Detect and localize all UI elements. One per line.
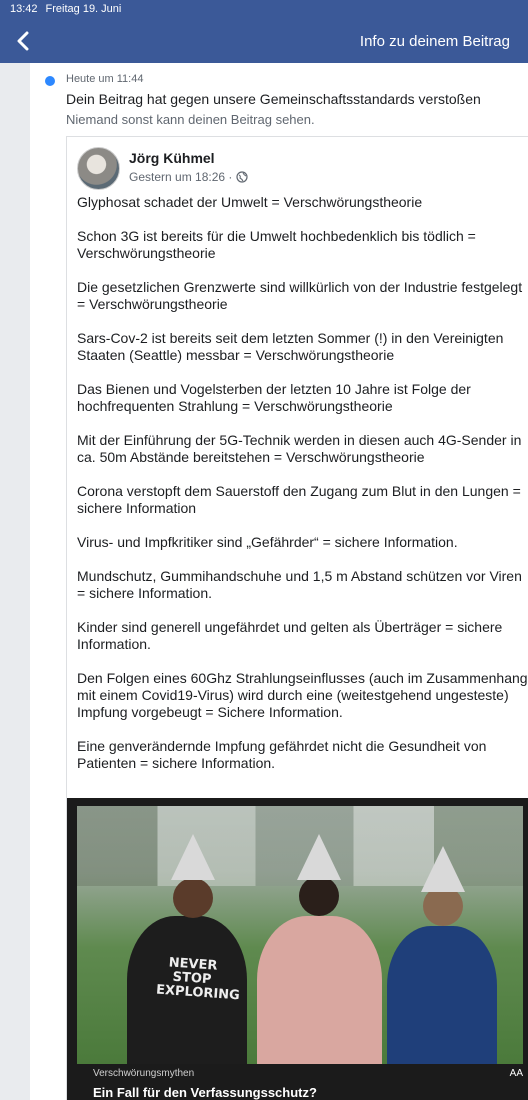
unread-indicator <box>45 76 55 86</box>
post-timestamp: Gestern um 18:26 · <box>129 170 233 184</box>
post-body <box>77 194 528 789</box>
post-meta <box>129 170 248 184</box>
link-preview[interactable] <box>67 798 528 1100</box>
post-paragraph: Das Bienen und Vogelsterben der letzten 10 Jahre ist Folge der hochfrequenten Strahlung = Verschwörungstheorie <box>77 381 471 414</box>
post-paragraph: Glyphosat schadet der Umwelt = Verschwörungstheorie <box>77 194 423 210</box>
post-author[interactable]: Jörg Kühmel <box>129 150 215 166</box>
photo-head <box>423 886 463 926</box>
navigation-bar <box>0 20 528 63</box>
preview-title[interactable]: Ein Fall für den Verfassungsschutz? <box>93 1085 317 1100</box>
post-paragraph: Schon 3G ist bereits für die Umwelt hochbedenklich bis tödlich = Verschwörungstheorie <box>77 228 476 261</box>
post-card[interactable] <box>66 136 528 1100</box>
photo-head <box>173 878 213 918</box>
notification-subtext: Niemand sonst kann deinen Beitrag sehen. <box>66 112 315 127</box>
foil-hat <box>171 834 215 880</box>
foil-hat <box>297 834 341 880</box>
photo-person <box>387 926 497 1064</box>
preview-category: Verschwörungsmythen <box>93 1068 195 1079</box>
preview-photo <box>77 806 523 1064</box>
page-title: Info zu deinem Beitrag <box>359 33 510 50</box>
foil-hat <box>421 846 465 892</box>
post-paragraph: Corona verstopft dem Sauerstoff den Zugang zum Blut in den Lungen = sichere Information <box>77 483 521 516</box>
post-paragraph: Den Folgen eines 60Ghz Strahlungseinflusses (auch im Zusammenhang mit einem Covid19-Virus) wird durch eine (weitestgehend ungesteste) Impfung vorgebeugt = Sichere Information. <box>77 670 528 720</box>
post-paragraph: Eine genverändernde Impfung gefährdet nicht die Gesundheit von Patienten = sichere Information. <box>77 738 487 771</box>
status-date: Freitag 19. Juni <box>45 3 122 15</box>
notification-time: Heute um 11:44 <box>66 73 144 85</box>
post-paragraph: Virus- und Impfkritiker sind „Gefährder“ = sichere Information. <box>77 534 458 550</box>
photo-head <box>299 876 339 916</box>
shirt-print: NEVER STOP EXPLORING <box>155 955 241 1004</box>
status-bar <box>0 0 528 20</box>
chevron-left-icon <box>16 31 30 51</box>
post-paragraph: Mundschutz, Gummihandschuhe und 1,5 m Abstand schützen vor Viren = sichere Information. <box>77 568 522 601</box>
post-paragraph: Sars-Cov-2 ist bereits seit dem letzten Sommer (!) in den Vereinigten Staaten (Seattle) messbar = Verschwörungstheorie <box>77 330 504 363</box>
photo-person <box>257 916 382 1064</box>
globe-icon <box>236 171 248 183</box>
post-paragraph: Mit der Einführung der 5G-Technik werden in diesen auch 4G-Sender in ca. 50m Abstände bereitstehen = Verschwörungstheorie <box>77 432 522 465</box>
back-button[interactable] <box>10 28 36 54</box>
post-paragraph: Kinder sind generell ungefährdet und gelten als Überträger = sichere Information. <box>77 619 503 652</box>
status-time: 13:42 <box>10 3 38 15</box>
post-paragraph: Die gesetzlichen Grenzwerte sind willkürlich von der Industrie festgelegt = Verschwörungstheorie <box>77 279 523 312</box>
notification-headline: Dein Beitrag hat gegen unsere Gemeinschaftsstandards verstoßen <box>66 91 481 107</box>
avatar[interactable] <box>77 147 120 190</box>
left-gutter <box>0 63 30 1100</box>
text-size-icon[interactable]: AA <box>509 1068 523 1079</box>
notification-detail <box>30 63 528 1100</box>
